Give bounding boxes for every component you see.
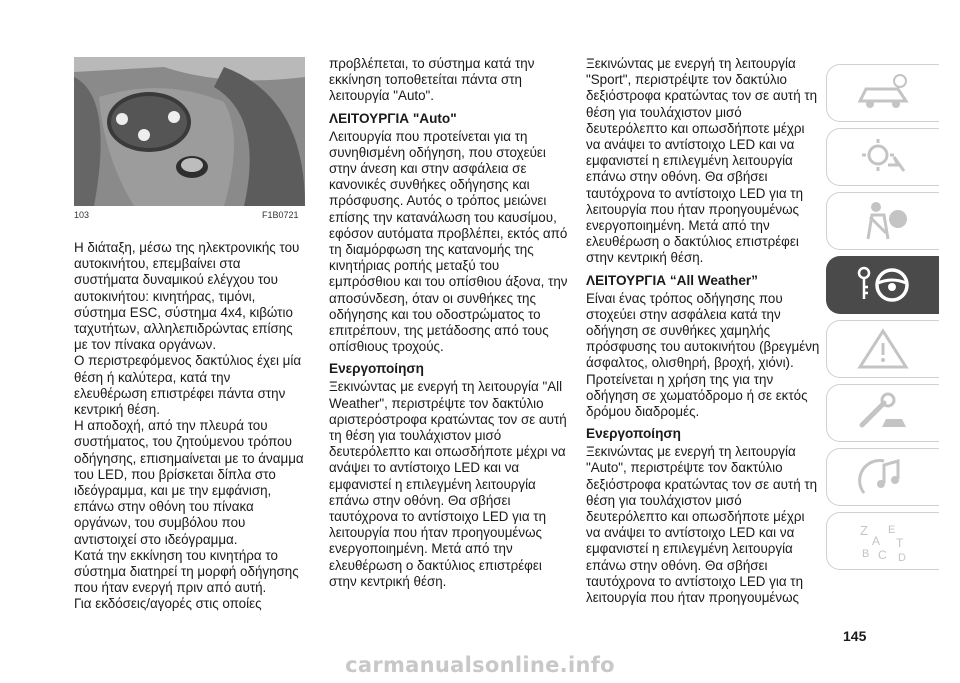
column-2 bbox=[329, 56, 569, 590]
tab-music-nav[interactable] bbox=[826, 448, 939, 506]
figure-photo bbox=[74, 57, 305, 206]
music-nav-icon bbox=[854, 455, 912, 499]
section-heading: Ενεργοποίηση bbox=[586, 426, 681, 442]
paragraph: Η διάταξη, μέσω της ηλεκτρονικής του αυτοκινήτου, επεμβαίνει στα συστήματα δυναμικού ελέγχου του αυτοκινήτου: κινητήρας, τιμόνι, σύστημα ESC, σύστημα 4x4, κιβώτιο ταχυτήτων, αλληλεπιδρώντας επίσης με τον πίνακα οργάνων. bbox=[74, 240, 300, 353]
chapter-tabs bbox=[826, 64, 944, 576]
svg-text:Z: Z bbox=[860, 523, 868, 538]
wrench-car-icon bbox=[854, 391, 912, 435]
section-heading: Ενεργοποίηση bbox=[329, 361, 424, 377]
figure-code: F1B0721 bbox=[262, 210, 299, 220]
paragraph: Ξεκινώντας με ενεργή τη λειτουργία "Sport", περιστρέψτε τον δακτύλιο δεξιόστροφα κρατώντας τον σε αυτή τη θέση για τουλάχιστον μισό δευτερόλεπτο και οπωσδήποτε μέχρι να ανάψει το αντίστοιχο LED και να εμφανιστεί η επιλεγμένη λειτουργία επάνω στην οθόνη. Θα σβήσει ταυτόχρονα το αντίστοιχο LED για τη λειτουργία που ήταν προηγουμένως ενεργοποιημένη. Μετά από την ελευθέρωση ο δακτύλιος επιστρέφει στην κεντρική θέση. bbox=[586, 56, 818, 266]
seatbelt-airbag-icon bbox=[854, 199, 912, 243]
column-1 bbox=[74, 240, 306, 613]
car-info-icon bbox=[854, 71, 912, 115]
figure-number: 103 bbox=[74, 210, 90, 220]
warning-triangle-icon bbox=[854, 327, 912, 371]
paragraph: Για εκδόσεις/αγορές στις οποίες bbox=[74, 596, 262, 612]
tab-alphabet-index[interactable] bbox=[826, 512, 939, 570]
paragraph: Είναι ένας τρόπος οδήγησης που στοχεύει στην ασφάλεια κατά την οδήγηση σε συνθήκες χαμηλής πρόσφυσης του αυτοκινήτου (βρεγμένη άσφαλτος, ολισθηρή, βροχή, χιόνι). Προτείνεται η χρήση της για την οδήγηση σε χωματόδρομο ή σε εκτός δρόμου διαδρομές. bbox=[586, 290, 820, 420]
column-3 bbox=[586, 56, 822, 606]
paragraph: Λειτουργία που προτείνεται για τη συνηθισμένη οδήγηση, που στοχεύει στην άνεση και στην ασφάλεια σε κανονικές συνθήκες οδήγησης και πρόσφυσης. Αυτός ο τρόπος μειώνει επίσης την κατανάλωση του καυσίμου, εφόσον αυτόματα προβλέπει, εκτός από τη διαμόρφωση της κατανομής της κινητήριας ροπής μεταξύ του εμπρόσθιου και του οπίσθιου άξονα, την αποσύνδεση, όταν οι συνθήκες της οδήγησης και του οδοστρώματος το επιτρέπουν, της μετάδοσης από τους οπίσθιους τροχούς. bbox=[329, 128, 568, 355]
svg-text:C: C bbox=[878, 548, 887, 562]
tab-wrench-car[interactable] bbox=[826, 384, 939, 442]
tab-seatbelt-airbag[interactable] bbox=[826, 192, 939, 250]
page-number: 145 bbox=[843, 628, 867, 644]
warning-lights-icon bbox=[854, 135, 912, 179]
paragraph: Η αποδοχή, από την πλευρά του συστήματος, του ζητούμενου τρόπου οδήγησης, επισημαίνεται με το άναμμα του LED, που βρίσκεται δίπλα στο ιδεόγραμμα, και με την εμφάνιση, επάνω στην οθόνη του πίνακα οργάνων, του συμβόλου που αντιστοιχεί στο ιδεόγραμμα. bbox=[74, 418, 304, 547]
alphabet-index-icon bbox=[854, 519, 912, 563]
section-heading: ΛΕΙΤΟΥΡΓΙΑ “All Weather” bbox=[586, 272, 758, 288]
paragraph: προβλέπεται, το σύστημα κατά την εκκίνηση τοποθετείται πάντα στη λειτουργία "Auto". bbox=[329, 56, 535, 104]
paragraph: Ξεκινώντας με ενεργή τη λειτουργία "All Weather", περιστρέψτε τον δακτύλιο αριστερόστροφα κρατώντας τον σε αυτή τη θέση για τουλάχιστον μισό δευτερόλεπτο και οπωσδήποτε μέχρι να ανάψει το αντίστοιχο LED και να εμφανιστεί η επιλεγμένη λειτουργία επάνω στην οθόνη. Θα σβήσει ταυτόχρονα το αντίστοιχο LED για τη λειτουργία που ήταν προηγουμένως ενεργοποιημένη. Μετά από την ελευθέρωση ο δακτύλιος επιστρέφει στην κεντρική θέση. bbox=[329, 379, 567, 589]
section-heading: ΛΕΙΤΟΥΡΓΙΑ "Auto" bbox=[329, 110, 457, 126]
tab-car-info[interactable] bbox=[826, 64, 939, 122]
paragraph: Ξεκινώντας με ενεργή τη λειτουργία "Auto", περιστρέψτε τον δακτύλιο δεξιόστροφα κρατώντας τον σε αυτή τη θέση για τουλάχιστον μισό δευτερόλεπτο και οπωσδήποτε μέχρι να ανάψει το αντίστοιχο LED και να εμφανιστεί η επιλεγμένη λειτουργία επάνω στην οθόνη. Θα σβήσει ταυτόχρονα το αντίστοιχο LED για τη λειτουργία που ήταν προηγουμένως bbox=[586, 444, 818, 606]
svg-text:A: A bbox=[872, 534, 881, 548]
paragraph: Κατά την εκκίνηση του κινητήρα το σύστημα διατηρεί τη μορφή οδήγησης που ήταν ενεργή πριν από αυτή. bbox=[74, 547, 299, 596]
tab-warning-lights[interactable] bbox=[826, 128, 939, 186]
watermark: carmanualsonline.info bbox=[345, 653, 615, 677]
tab-warning-triangle[interactable] bbox=[826, 320, 939, 378]
paragraph: Ο περιστρεφόμενος δακτύλιος έχει μία θέση ή καλύτερα, κατά την ελευθέρωση επιστρέφει πάντα στην κεντρική θέση. bbox=[74, 353, 302, 418]
tab-key-steering[interactable] bbox=[826, 256, 939, 314]
key-steering-icon bbox=[854, 263, 912, 307]
svg-text:B: B bbox=[862, 548, 870, 560]
svg-text:T: T bbox=[896, 536, 904, 550]
svg-text:D: D bbox=[898, 552, 906, 563]
svg-text:E: E bbox=[888, 524, 896, 536]
